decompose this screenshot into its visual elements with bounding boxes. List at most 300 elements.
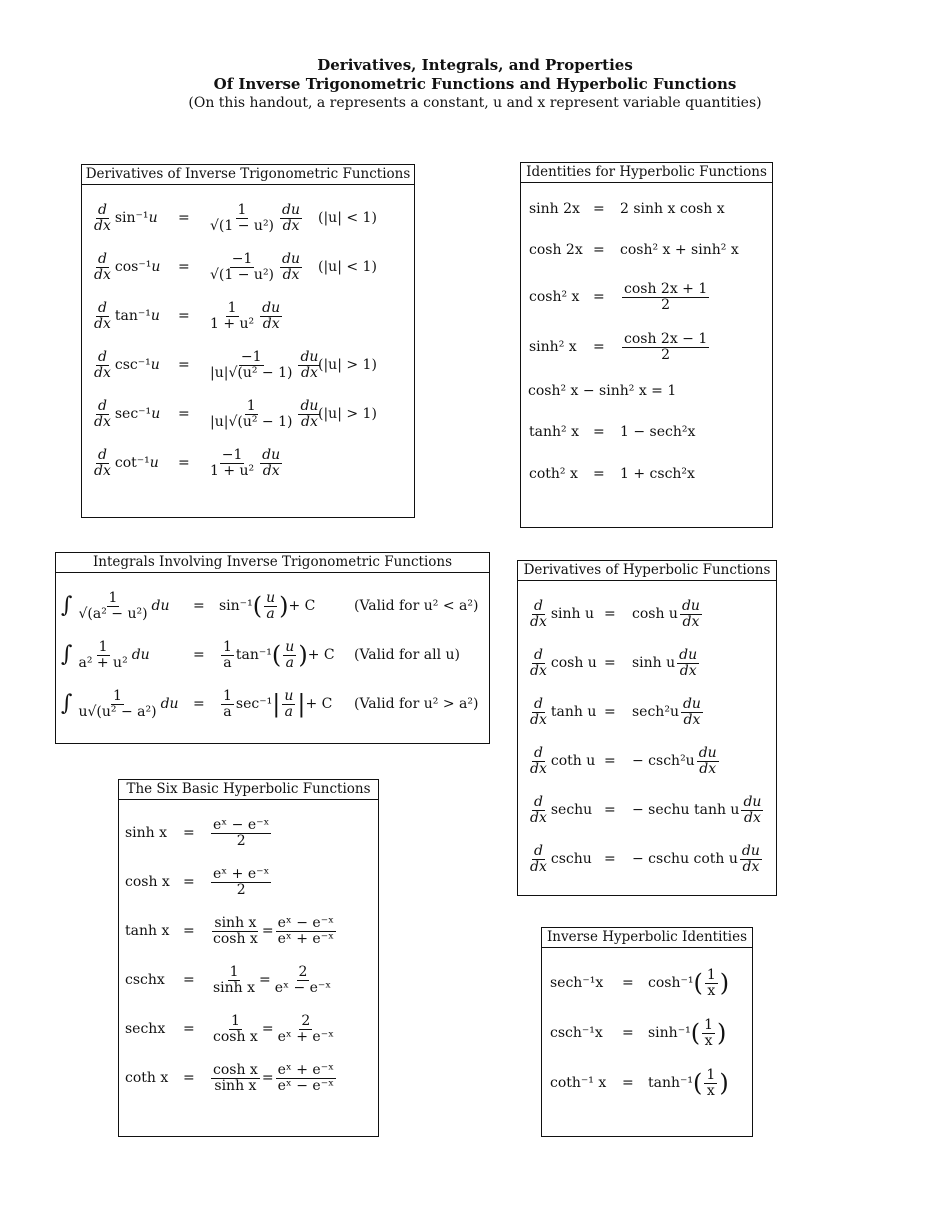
denominator: cosh x (213, 930, 258, 947)
equals-sign (193, 586, 205, 626)
numerator: du (698, 744, 717, 761)
equals-sign (622, 1063, 634, 1103)
numerator: du (741, 842, 760, 859)
lhs (526, 643, 597, 683)
section-title: The Six Basic Hyperbolic Functions (119, 780, 378, 800)
derivative-row (518, 643, 776, 683)
first-fraction (211, 867, 271, 898)
open-paren: ( (693, 969, 703, 997)
equals: = (193, 647, 205, 663)
open-paren: ( (690, 1019, 701, 1047)
equals: = (183, 1070, 195, 1086)
variable: u (151, 406, 161, 422)
integrand (61, 684, 179, 724)
rhs (632, 741, 721, 781)
lhs (125, 813, 167, 853)
function-name: csc (114, 357, 138, 373)
condition-text: (|u| < 1) (318, 259, 377, 275)
denominator: sinh x (214, 1077, 257, 1094)
rhs-text: cosh u (632, 606, 678, 622)
lhs (529, 412, 579, 452)
denominator: dx (530, 662, 547, 679)
equals-sign (604, 692, 616, 732)
numerator: 1 (98, 638, 108, 655)
du-dx-fraction (740, 844, 762, 875)
derivative-row (82, 198, 414, 238)
integral-sign: ∫ (61, 593, 73, 618)
numerator: 1 (230, 1012, 240, 1029)
section-title: Identities for Hyperbolic Functions (521, 163, 772, 183)
open-delimiter: | (272, 690, 281, 718)
rhs-text: sinh u (632, 655, 676, 671)
equals: = (593, 424, 605, 440)
lhs (550, 963, 603, 1003)
numerator: d (533, 646, 543, 663)
numerator: 1 (227, 299, 237, 316)
function-name: cosh u (550, 655, 597, 671)
function-name: tan (114, 308, 138, 324)
lhs-text: coth⁻¹ x (550, 1075, 607, 1091)
derivative-row (518, 594, 776, 634)
equals-sign (193, 635, 205, 675)
numerator: du (743, 793, 762, 810)
lhs (90, 198, 158, 238)
d-dx-fraction (92, 252, 113, 283)
lhs (550, 1013, 603, 1053)
lhs (125, 862, 170, 902)
inv-trig-integrals-box (55, 552, 490, 744)
d-dx-fraction (92, 203, 113, 234)
identity-row (521, 412, 772, 452)
denominator: dx (530, 711, 547, 728)
rhs-text: 2 sinh x cosh x (620, 201, 725, 217)
equals: = (593, 339, 605, 355)
definition-row (119, 1058, 378, 1098)
equals: = (604, 753, 616, 769)
differential: du (131, 647, 150, 663)
condition (318, 345, 377, 385)
close-paren: ) (719, 1069, 729, 1097)
header (0, 56, 950, 112)
equals-sign (178, 198, 190, 238)
condition (318, 198, 377, 238)
equals: = (622, 975, 634, 991)
rhs (206, 198, 304, 238)
d-dx-fraction (92, 301, 113, 332)
integrand (61, 635, 150, 675)
lhs-text: sinh x (125, 825, 168, 841)
equals: = (178, 259, 190, 275)
equals-sign (604, 741, 616, 781)
inverse-mark: ⁻¹ (137, 308, 151, 324)
du-dx-fraction (697, 746, 719, 777)
equals: = (604, 704, 616, 720)
denominator: dx (94, 217, 111, 234)
identity-row (521, 454, 772, 494)
denominator: eˣ − e⁻ˣ (274, 979, 332, 996)
lhs (550, 1063, 606, 1103)
denominator: eˣ + e⁻ˣ (277, 930, 335, 947)
equals-sign (178, 394, 190, 434)
identity-text: cosh² x − sinh² x = 1 (528, 383, 677, 399)
first-fraction (211, 916, 260, 947)
lhs-text: tanh² x (529, 424, 579, 440)
equals-sign (593, 412, 605, 452)
lhs (90, 296, 160, 336)
numerator: d (97, 397, 107, 414)
lhs-text: sinh² x (529, 339, 577, 355)
du-dx-fraction (681, 697, 703, 728)
equals-sign (622, 1013, 634, 1053)
identity-row (542, 963, 752, 1003)
close-delimiter: ) (279, 592, 289, 620)
hyp-derivatives-box (517, 560, 777, 896)
inv-hyp-identities-box (541, 927, 753, 1137)
equals-sign (593, 327, 605, 367)
denominator: dx (530, 613, 547, 630)
identity (528, 371, 676, 411)
rhs (632, 692, 705, 732)
numerator: cosh x (213, 1061, 258, 1078)
rhs (209, 911, 338, 951)
condition (354, 635, 460, 675)
rhs (620, 230, 739, 270)
close-paren: ) (717, 1019, 727, 1047)
title-line-2: Of Inverse Trigonometric Functions and Hyperbolic Functions (213, 75, 737, 93)
identity-row (542, 1063, 752, 1103)
denominator: dx (94, 462, 111, 479)
first-fraction (211, 1014, 260, 1045)
close-delimiter: | (297, 690, 306, 718)
rhs (206, 443, 284, 483)
denominator: a (223, 703, 232, 720)
derivative-row (82, 296, 414, 336)
numerator: 1 (108, 589, 118, 606)
equals: = (178, 357, 190, 373)
rhs-text: − sechu tanh u (632, 802, 740, 818)
rhs-fraction (208, 350, 294, 381)
rhs (648, 1063, 729, 1103)
rhs-function: cosh⁻¹ (648, 975, 694, 991)
lhs-text: coth² x (529, 466, 578, 482)
integral-row (56, 586, 489, 626)
du-dx-fraction (280, 252, 302, 283)
equals-sign (604, 790, 616, 830)
integral-sign: ∫ (61, 642, 73, 667)
equals: = (593, 242, 605, 258)
denominator: dx (262, 462, 280, 479)
equals: = (593, 466, 605, 482)
rhs (620, 454, 695, 494)
denominator: dx (742, 858, 760, 875)
identity-row (521, 189, 772, 229)
lhs (125, 1009, 165, 1049)
inverse-mark: ⁻¹ (137, 357, 151, 373)
u-over-a-fraction (282, 689, 295, 720)
numerator: du (262, 446, 281, 463)
lhs (90, 345, 160, 385)
rhs (206, 394, 322, 434)
denominator: √(1 − u²) (210, 266, 275, 283)
u-over-a-fraction (283, 640, 296, 671)
lhs (526, 741, 595, 781)
denominator: eˣ + e⁻ˣ (277, 1028, 335, 1045)
lhs-text: cosh x (125, 874, 170, 890)
numerator: 1 (223, 687, 232, 704)
equals-sign (178, 247, 190, 287)
lhs-text: sech⁻¹x (550, 975, 604, 991)
equals: = (178, 406, 190, 422)
numerator: −1 (221, 446, 243, 463)
numerator: d (97, 299, 107, 316)
condition-text: (Valid for all u) (354, 647, 460, 663)
numerator: du (282, 201, 300, 218)
title-line-1: Derivatives, Integrals, and Properties (317, 56, 633, 74)
u-over-a-fraction (264, 591, 277, 622)
equals: = (259, 972, 271, 988)
one-over-x-fraction (702, 1018, 715, 1049)
definition-row (119, 1009, 378, 1049)
integrand (61, 586, 170, 626)
integral-row (56, 684, 489, 724)
lhs-text: cosh² x (529, 289, 580, 305)
second-fraction (276, 916, 336, 947)
equals-sign (183, 1009, 195, 1049)
lhs-text: sinh 2x (529, 201, 580, 217)
identity-row (521, 230, 772, 270)
denominator: dx (682, 613, 700, 630)
rhs (620, 412, 695, 452)
rhs-fraction (622, 332, 709, 363)
d-dx-fraction (92, 448, 113, 479)
identity-row (521, 327, 772, 367)
lhs (125, 911, 169, 951)
equals-sign (604, 839, 616, 879)
denominator: dx (94, 364, 111, 381)
equals-sign (593, 277, 605, 317)
numerator: 1 (706, 966, 716, 983)
denominator: cosh x (213, 1028, 258, 1045)
equals: = (593, 289, 605, 305)
rhs-fraction (208, 301, 256, 332)
d-dx-fraction (92, 399, 113, 430)
du-dx-fraction (680, 599, 702, 630)
equals: = (622, 1025, 634, 1041)
equals: = (183, 1021, 195, 1037)
lhs (529, 189, 580, 229)
equals: = (178, 308, 190, 324)
numerator: 2 (298, 963, 308, 980)
subtitle: (On this handout, a represents a constant, u and x represent variable quantities) (188, 95, 762, 111)
numerator: −1 (231, 250, 253, 267)
constant: + C (288, 598, 316, 614)
function-name: cos (114, 259, 139, 275)
numerator: u (284, 687, 294, 704)
integrand-fraction (76, 689, 158, 720)
numerator: d (533, 744, 543, 761)
denominator: a (285, 654, 294, 671)
function-name: sinh u (550, 606, 595, 622)
numerator: cosh 2x − 1 (624, 330, 708, 347)
numerator: du (300, 348, 319, 365)
identity-row (521, 277, 772, 317)
condition-text: (|u| > 1) (318, 406, 377, 422)
rhs-text: sech²u (632, 704, 679, 720)
rhs (632, 643, 701, 683)
open-delimiter: ( (271, 641, 282, 669)
denominator: 1 + u² (210, 315, 255, 332)
denominator: a (223, 654, 232, 671)
inv-trig-derivatives-box (81, 164, 415, 518)
rhs (648, 1013, 726, 1053)
section-title: Derivatives of Hyperbolic Functions (518, 561, 776, 581)
du-dx-fraction (741, 795, 763, 826)
equals: = (261, 1070, 274, 1086)
d-dx-fraction (528, 599, 549, 630)
result (219, 684, 332, 724)
equals: = (183, 825, 195, 841)
equals-sign (178, 443, 190, 483)
equals: = (593, 201, 605, 217)
first-fraction (211, 1063, 260, 1094)
inverse-mark: ⁻¹ (136, 455, 150, 471)
numerator: eˣ − e⁻ˣ (213, 816, 270, 833)
function-name: cot (114, 455, 137, 471)
d-dx-fraction (528, 697, 549, 728)
denominator: dx (301, 364, 318, 381)
denominator: dx (94, 413, 111, 430)
rhs (632, 790, 765, 830)
numerator: eˣ + e⁻ˣ (213, 865, 270, 882)
equals-sign (622, 963, 634, 1003)
second-fraction (276, 1014, 336, 1045)
numerator: eˣ − e⁻ˣ (277, 914, 335, 931)
derivative-row (82, 345, 414, 385)
numerator: du (682, 695, 701, 712)
lhs (125, 1058, 168, 1098)
numerator: d (97, 348, 107, 365)
condition-text: (|u| < 1) (318, 210, 377, 226)
numerator: 2 (301, 1012, 311, 1029)
derivative-row (82, 394, 414, 434)
rhs-text: cosh² x + sinh² x (620, 242, 739, 258)
equals-sign (593, 454, 605, 494)
numerator: d (533, 695, 543, 712)
open-paren: ( (693, 1069, 703, 1097)
numerator: u (285, 638, 295, 655)
rhs-fraction (208, 252, 276, 283)
coefficient-fraction (221, 640, 234, 671)
function-name: sec (114, 406, 139, 422)
numerator: du (262, 299, 281, 316)
section-title: Integrals Involving Inverse Trigonometric Functions (56, 553, 489, 573)
equals: = (622, 1075, 634, 1091)
denominator: 2 (661, 296, 671, 313)
rhs-fraction (208, 203, 276, 234)
du-dx-fraction (677, 648, 699, 679)
denominator: x (704, 1032, 713, 1049)
integrand-fraction (76, 640, 129, 671)
rhs (206, 345, 322, 385)
numerator: −1 (240, 348, 262, 365)
variable: u (151, 259, 161, 275)
rhs-fraction (208, 399, 294, 430)
rhs (209, 960, 335, 1000)
constant: + C (307, 647, 335, 663)
numerator: 1 (237, 201, 247, 218)
equals-sign (183, 862, 195, 902)
denominator: |u|√(u² − 1) (210, 364, 293, 381)
denominator: dx (94, 315, 111, 332)
equals: = (604, 851, 616, 867)
lhs (529, 230, 583, 270)
lhs-text: tanh x (125, 923, 170, 939)
differential: du (160, 696, 179, 712)
equals-sign (183, 911, 195, 951)
du-dx-fraction (260, 301, 282, 332)
lhs-text: csch⁻¹x (550, 1025, 603, 1041)
denominator: |u|√(u² − 1) (210, 413, 293, 430)
denominator: dx (699, 760, 717, 777)
close-paren: ) (719, 969, 730, 997)
hyp-identities-box (520, 162, 773, 528)
equals: = (183, 923, 195, 939)
lhs (90, 247, 160, 287)
derivative-row (518, 790, 776, 830)
rhs (209, 1058, 338, 1098)
six-basic-hyp-box (118, 779, 379, 1137)
lhs (526, 594, 594, 634)
lhs (125, 960, 165, 1000)
denominator: x (707, 982, 716, 999)
rhs (620, 189, 725, 229)
equals: = (183, 972, 195, 988)
numerator: d (97, 201, 107, 218)
inverse-mark: ⁻¹ (135, 210, 149, 226)
section-title: Derivatives of Inverse Trigonometric Functions (82, 165, 414, 185)
numerator: sinh x (214, 914, 257, 931)
numerator: 1 (706, 1066, 716, 1083)
equals: = (193, 598, 205, 614)
equals-sign (178, 296, 190, 336)
equals-sign (593, 230, 605, 270)
denominator: sinh x (213, 979, 256, 996)
denominator: dx (530, 809, 547, 826)
derivative-row (518, 692, 776, 732)
first-fraction (211, 818, 271, 849)
result (219, 586, 315, 626)
numerator: du (681, 597, 700, 614)
rhs (620, 277, 711, 317)
equals: = (193, 696, 205, 712)
lhs (90, 394, 160, 434)
rhs-text: − csch²u (632, 753, 695, 769)
lhs (526, 692, 596, 732)
equals-sign (604, 594, 616, 634)
section-title: Inverse Hyperbolic Identities (542, 928, 752, 948)
equals: = (261, 1021, 274, 1037)
condition-text: (|u| > 1) (318, 357, 377, 373)
variable: u (148, 210, 158, 226)
rhs (632, 594, 704, 634)
numerator: 1 (704, 1016, 713, 1033)
second-fraction (276, 1063, 336, 1094)
rhs-text: − cschu coth u (632, 851, 738, 867)
inverse-function: sec⁻¹ (235, 696, 273, 712)
lhs (526, 839, 592, 879)
denominator: 2 (661, 346, 671, 363)
du-dx-fraction (280, 203, 302, 234)
